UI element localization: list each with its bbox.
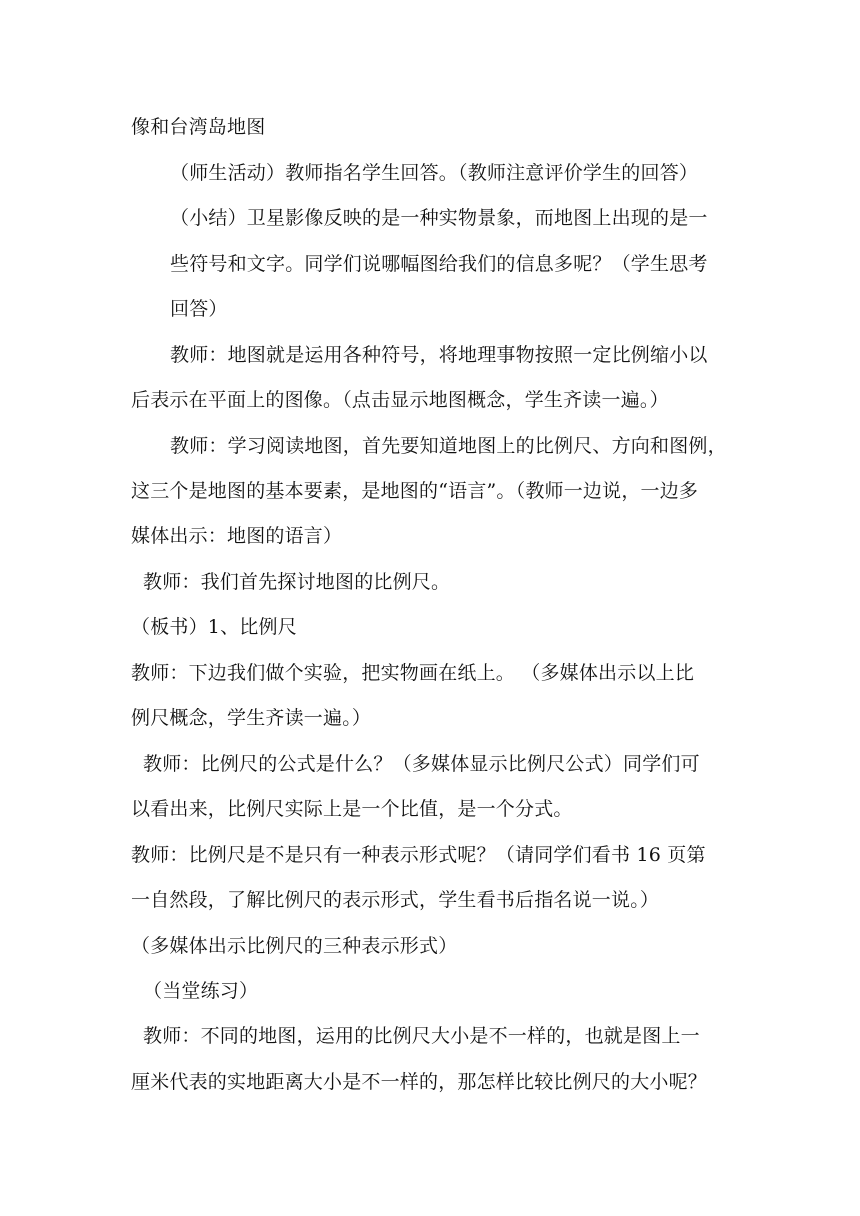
text-line-19: （多媒体出示比例尺的三种表示形式） [131,935,458,957]
text-line-9: 这三个是地图的基本要素，是地图的“语言”。（教师一边说，一边多 [131,480,699,502]
text-line-6: 教师：地图就是运用各种符号，将地理事物按照一定比例缩小以 [170,344,708,366]
text-line-16: 以看出来，比例尺实际上是一个比值，是一个分式。 [131,798,573,820]
text-line-7: 后表示在平面上的图像。（点击显示地图概念，学生齐读一遍。） [131,389,669,411]
text-line-21: 教师：不同的地图，运用的比例尺大小是不一样的，也就是图上一 [143,1025,700,1047]
text-line-13: 教师：下边我们做个实验，把实物画在纸上。 （多媒体出示以上比 [131,662,695,684]
text-line-2: （师生活动）教师指名学生回答。（教师注意评价学生的回答） [170,162,699,184]
text-line-15: 教师：比例尺的公式是什么？（多媒体显示比例尺公式）同学们可 [143,753,700,775]
text-line-3: （小结）卫星影像反映的是一种实物景象，而地图上出现的是一 [170,207,708,229]
text-line-18: 一自然段，了解比例尺的表示形式，学生看书后指名说一说。） [131,889,660,911]
text-line-1: 像和台湾岛地图 [131,116,266,138]
text-line-11: 教师：我们首先探讨地图的比例尺。 [143,571,451,593]
text-line-17: 教师：比例尺是不是只有一种表示形式呢？（请同学们看书 16 页第 [131,844,706,866]
text-line-14: 例尺概念，学生齐读一遍。） [131,707,372,729]
text-line-8: 教师：学习阅读地图，首先要知道地图上的比例尺、方向和图例， [170,435,727,457]
text-line-10: 媒体出示：地图的语言） [131,525,343,547]
text-line-5: 回答） [170,298,228,320]
text-line-20: （当堂练习） [143,980,259,1002]
text-line-12: （板书）1、比例尺 [131,616,297,638]
text-line-4: 些符号和文字。同学们说哪幅图给我们的信息多呢？（学生思考 [170,253,708,275]
text-line-22: 厘米代表的实地距离大小是不一样的，那怎样比较比例尺的大小呢？ [131,1071,708,1093]
